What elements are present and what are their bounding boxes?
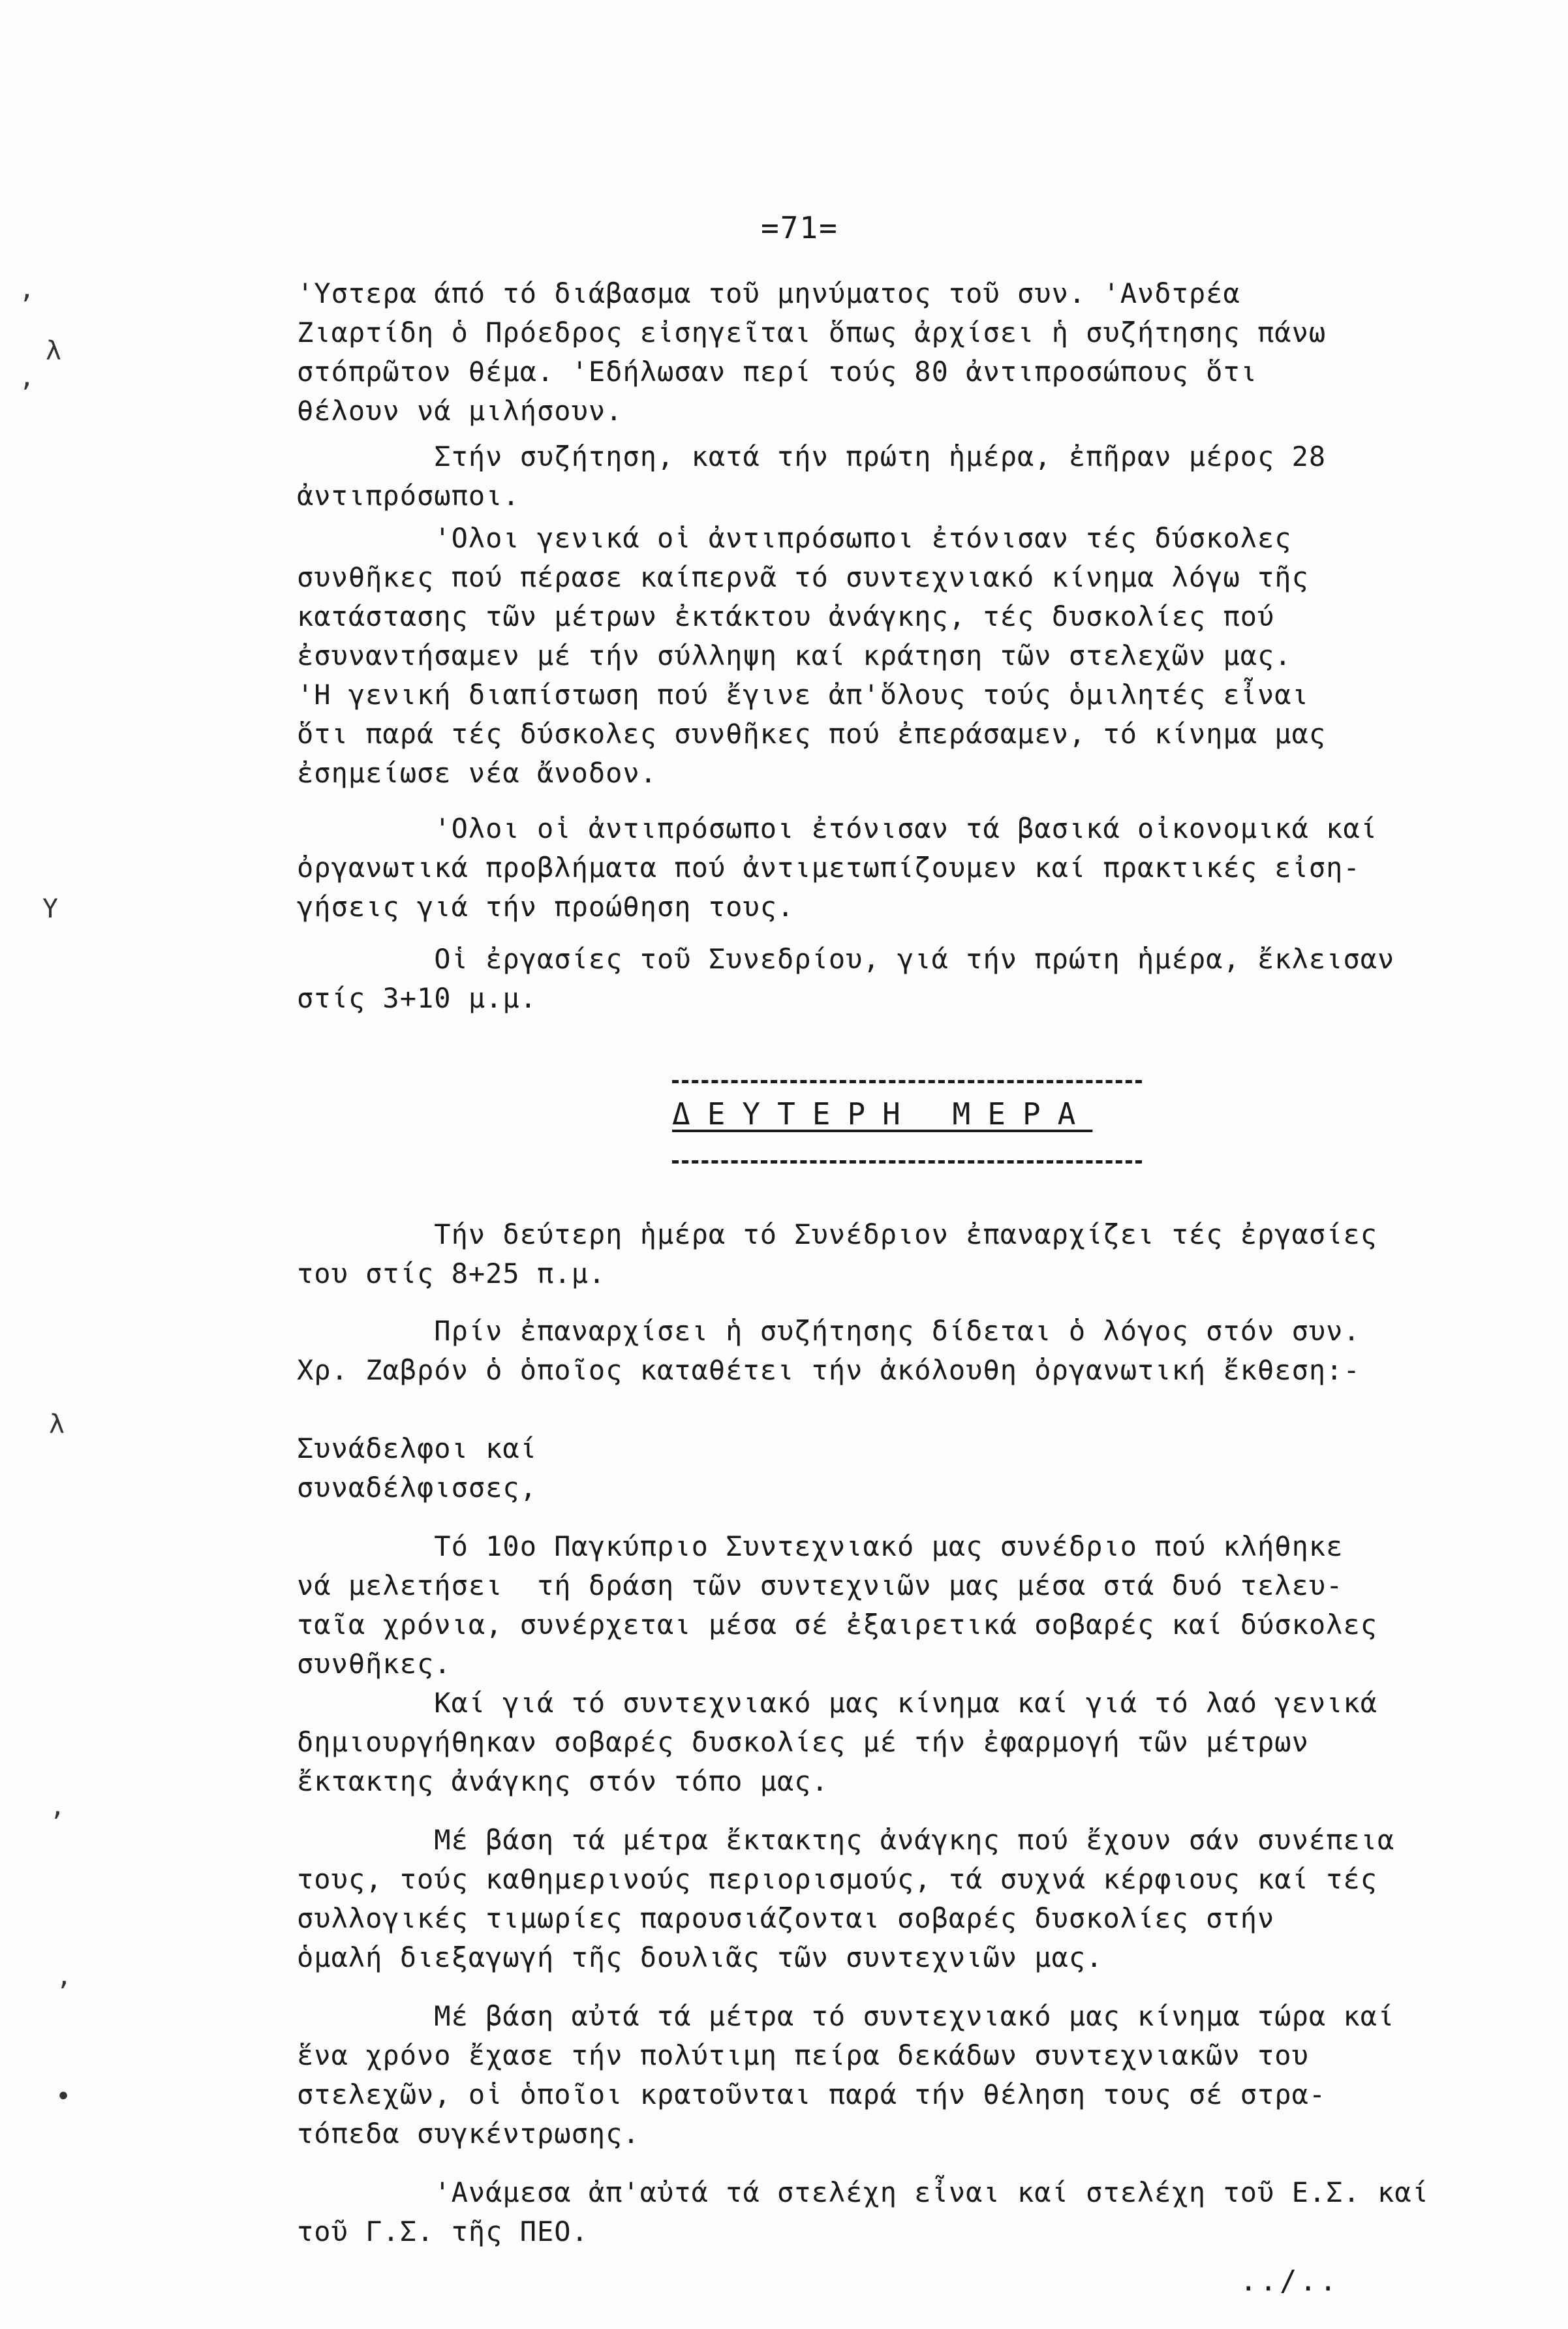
section-heading: ΔΕΥΤΕΡΗ ΜΕΡΑ xyxy=(672,1096,1093,1132)
heading-rule-bottom xyxy=(672,1160,1142,1164)
paragraph-discussion: Στήν συζήτηση, κατά τήν πρώτη ἡμέρα, ἐπῆραν μέρος 28 ἀντιπρόσωποι. xyxy=(297,440,1327,512)
paragraph-cadres: Μέ βάση αὐτά τά μέτρα τό συντεχνιακό μας κίνημα τώρα καί ἕνα χρόνο ἔχασε τήν πολύτιμη πείρα δεκάδων συντεχνιακῶν του στελεχῶν, οἱ ὁποῖοι κρατοῦνται παρά τήν θέληση τους σέ στρα- τόπεδα συγκέντρωσης. xyxy=(297,2000,1395,2150)
margin-mark: Y xyxy=(42,894,59,924)
paragraph-emergency-measures: Μέ βάση τά μέτρα ἔκτακτης ἀνάγκης πού ἔχουν σάν συνέπεια τους, τούς καθημερινούς περιορισμούς, τά συχνά κέρφιους καί τές συλλογικές τιμωρίες παρουσιάζονται σοβαρές δυσκολίες στήν ὁμαλή διεξαγωγή τῆς δουλιᾶς τῶν συντεχνιῶν μας. xyxy=(297,1824,1395,1973)
paragraph-intro: 'Υστερα άπό τό διάβασμα τοῦ μηνύματος τοῦ συν. 'Ανδτρέα Ζιαρτίδη ὁ Πρόεδρος εἰσηγεῖται ὅπως ἀρχίσει ἡ συζήτησης πάνω στόπρῶτον θέμα. 'Εδήλωσαν περί τούς 80 ἀντιπροσώπους ὅτι θέλουν νά μιλήσουν. xyxy=(297,277,1327,427)
margin-mark: ʼ xyxy=(49,1808,65,1838)
margin-mark: λ xyxy=(49,1410,65,1440)
paragraph-difficulties: 'Ολοι γενικά οἱ ἀντιπρόσωποι ἐτόνισαν τές δύσκολες συνθῆκες πού πέρασε καίπερνᾶ τό συντεχνιακό κίνημα λόγω τῆς κατάστασης τῶν μέτρων ἐκτάκτου ἀνάγκης, τές δυσκολίες πού ἐσυναντήσαμεν μέ τήν σύλληψη καί κράτηση τῶν στελεχῶν μας. 'Η γενική διαπίστωση πού ἔγινε ἀπ'ὅλους τούς ὁμιλητές εἶναι ὅτι παρά τές δύσκολες συνθῆκες πού ἐπεράσαμεν, τό κίνημα μας ἐσημείωσε νέα ἄνοδον. xyxy=(297,522,1327,789)
margin-mark: ʼ xyxy=(55,1977,72,2007)
continuation-mark: ../.. xyxy=(1240,2264,1340,2298)
paragraph-speaker: Πρίν ἐπαναρχίσει ἡ συζήτησης δίδεται ὁ λόγος στόν συν. Χρ. Ζαβρόν ὁ ὁποῖος καταθέτει τήν ἀκόλουθη ὀργανωτική ἔκθεση:- xyxy=(297,1315,1360,1386)
paragraph-problems: 'Ολοι οἱ ἀντιπρόσωποι ἐτόνισαν τά βασικά οἰκονομικά καί ὀργανωτικά προβλήματα πού ἀντιμετωπίζουμεν καί πρακτικές εἰση- γήσεις γιά τήν προώθηση τους. xyxy=(297,812,1378,923)
paragraph-second-day: Τήν δεύτερη ἡμέρα τό Συνέδριον ἐπαναρχίζει τές ἐργασίες του στίς 8+25 π.μ. xyxy=(297,1218,1378,1289)
margin-mark: ʼ xyxy=(18,378,35,409)
paragraph-closing: Οἱ ἐργασίες τοῦ Συνεδρίου, γιά τήν πρώτη ἡμέρα, ἔκλεισαν στίς 3+10 μ.μ. xyxy=(297,943,1395,1014)
paragraph-congress: Τό 10ο Παγκύπριο Συντεχνιακό μας συνέδριο πού κλήθηκε νά μελετήσει τή δράση τῶν συντεχνιῶν μας μέσα στά δυό τελευ- ταῖα χρόνια, συνέρχεται μέσα σέ ἐξαιρετικά σοβαρές καί δύσκολες συνθῆκες. Καί γιά τό συντεχνιακό μας κίνημα καί γιά τό λαό γενικά δημιουργήθηκαν σοβαρές δυσκολίες μέ τήν ἐφαρμογή τῶν μέτρων ἔκτακτης ἀνάγκης στόν τόπο μας. xyxy=(297,1530,1378,1797)
heading-rule-top xyxy=(672,1080,1142,1083)
margin-mark: ʼ xyxy=(18,290,35,320)
paragraph-executive: 'Ανάμεσα ἀπ'αὐτά τά στελέχη εἶναι καί στελέχη τοῦ Ε.Σ. καί τοῦ Γ.Σ. τῆς ΠΕΟ. xyxy=(297,2176,1429,2247)
salutation: Συνάδελφοι καί συναδέλφισσες, xyxy=(297,1432,538,1504)
margin-mark: λ xyxy=(46,336,62,366)
margin-mark: • xyxy=(55,2082,72,2112)
page-number: =71= xyxy=(761,210,838,245)
